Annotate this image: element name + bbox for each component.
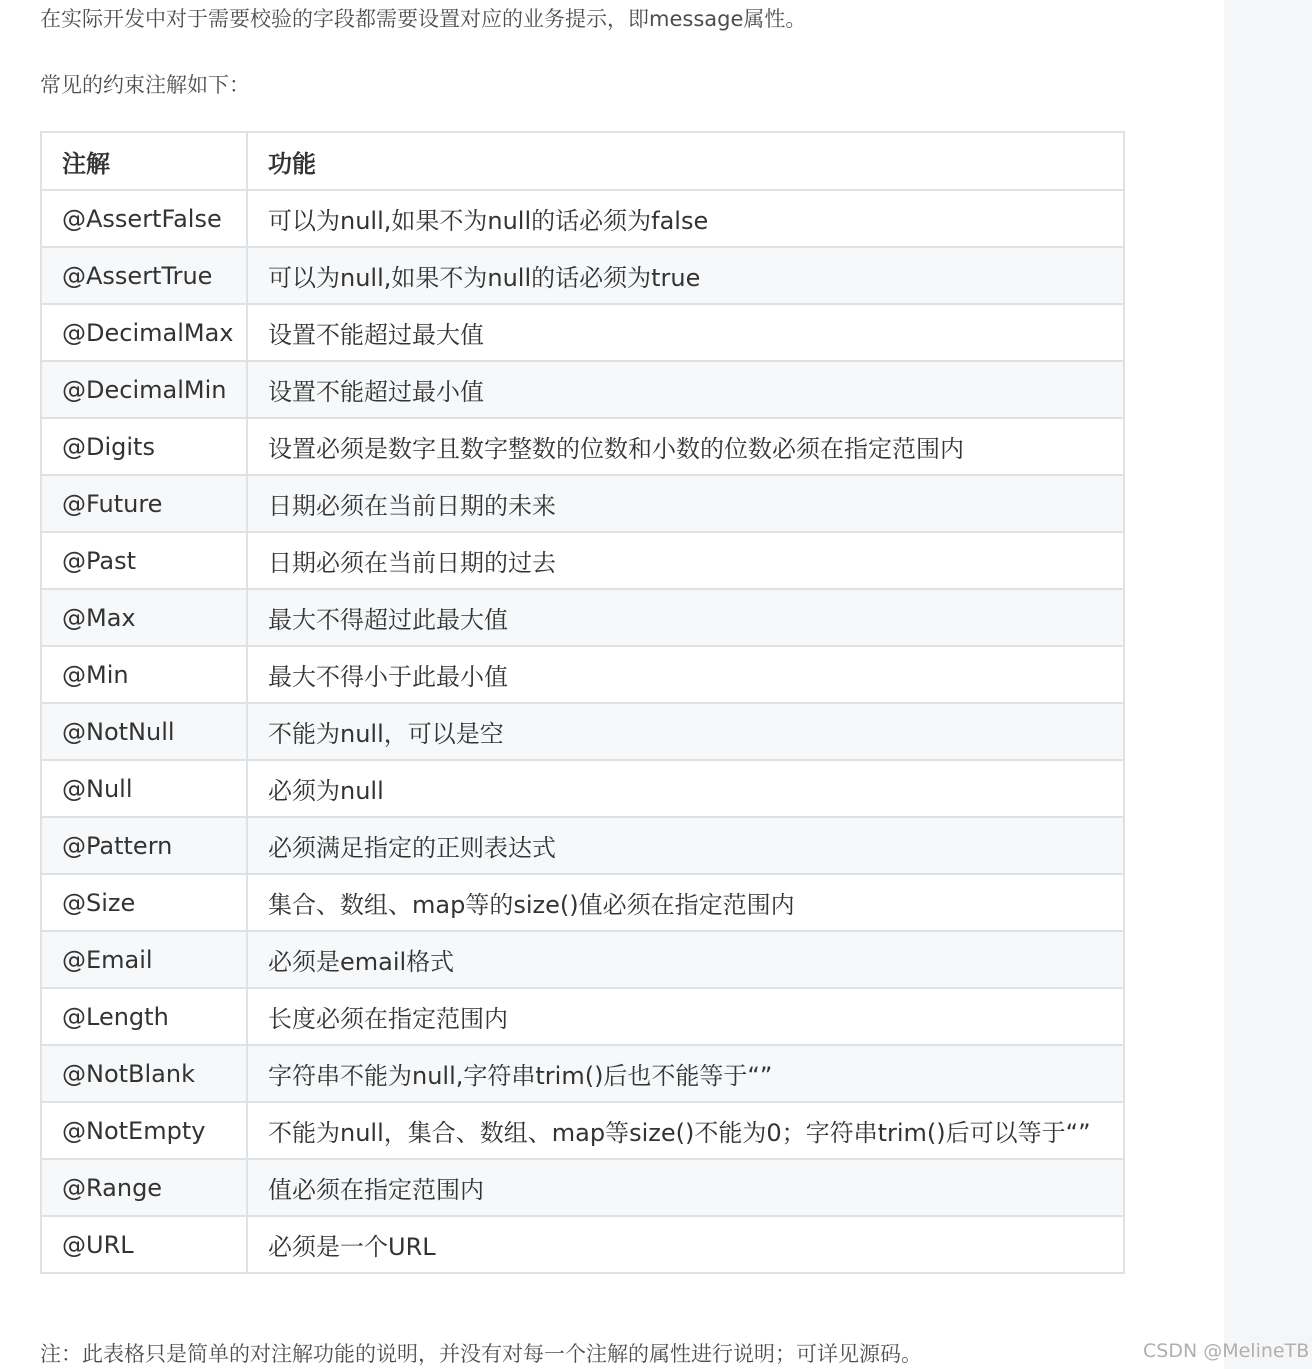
function-cell: 可以为null,如果不为null的话必须为false bbox=[247, 190, 1124, 247]
annotation-cell: @NotBlank bbox=[41, 1045, 247, 1102]
function-cell: 必须为null bbox=[247, 760, 1124, 817]
table-row bbox=[41, 1216, 1124, 1273]
annotation-cell: @URL bbox=[41, 1216, 247, 1273]
function-cell: 日期必须在当前日期的过去 bbox=[247, 532, 1124, 589]
function-cell: 设置不能超过最大值 bbox=[247, 304, 1124, 361]
table-row bbox=[41, 304, 1124, 361]
list-heading: 常见的约束注解如下： bbox=[40, 73, 250, 97]
annotation-cell: @Digits bbox=[41, 418, 247, 475]
annotation-cell: @Pattern bbox=[41, 817, 247, 874]
function-cell: 字符串不能为null,字符串trim()后也不能等于“” bbox=[247, 1045, 1124, 1102]
table-row bbox=[41, 817, 1124, 874]
annotation-cell: @Range bbox=[41, 1159, 247, 1216]
annotation-cell: @Min bbox=[41, 646, 247, 703]
table-row bbox=[41, 190, 1124, 247]
table-row bbox=[41, 589, 1124, 646]
function-cell: 可以为null,如果不为null的话必须为true bbox=[247, 247, 1124, 304]
table-row bbox=[41, 418, 1124, 475]
function-cell: 最大不得超过此最大值 bbox=[247, 589, 1124, 646]
table-row bbox=[41, 931, 1124, 988]
annotation-cell: @Size bbox=[41, 874, 247, 931]
table-row bbox=[41, 1045, 1124, 1102]
annotation-cell: @Past bbox=[41, 532, 247, 589]
function-cell: 日期必须在当前日期的未来 bbox=[247, 475, 1124, 532]
header-function: 功能 bbox=[247, 132, 1124, 190]
table-row bbox=[41, 874, 1124, 931]
annotation-cell: @Length bbox=[41, 988, 247, 1045]
table-header-row bbox=[41, 132, 1124, 190]
table-row bbox=[41, 475, 1124, 532]
note-paragraph: 注：此表格只是简单的对注解功能的说明，并没有对每一个注解的属性进行说明；可详见源码。 bbox=[40, 1342, 922, 1366]
table-row bbox=[41, 1102, 1124, 1159]
table-row bbox=[41, 361, 1124, 418]
function-cell: 长度必须在指定范围内 bbox=[247, 988, 1124, 1045]
annotation-cell: @DecimalMax bbox=[41, 304, 247, 361]
annotation-cell: @DecimalMin bbox=[41, 361, 247, 418]
table-row bbox=[41, 703, 1124, 760]
function-cell: 设置不能超过最小值 bbox=[247, 361, 1124, 418]
header-annotation: 注解 bbox=[41, 132, 247, 190]
annotation-cell: @NotEmpty bbox=[41, 1102, 247, 1159]
table-row bbox=[41, 1159, 1124, 1216]
annotation-cell: @Null bbox=[41, 760, 247, 817]
function-cell: 不能为null，可以是空 bbox=[247, 703, 1124, 760]
table-row bbox=[41, 760, 1124, 817]
function-cell: 设置必须是数字且数字整数的位数和小数的位数必须在指定范围内 bbox=[247, 418, 1124, 475]
table-row bbox=[41, 646, 1124, 703]
annotation-table bbox=[40, 131, 1125, 1274]
function-cell: 集合、数组、map等的size()值必须在指定范围内 bbox=[247, 874, 1124, 931]
function-cell: 不能为null，集合、数组、map等size()不能为0；字符串trim()后可以等于“” bbox=[247, 1102, 1124, 1159]
intro-paragraph: 在实际开发中对于需要校验的字段都需要设置对应的业务提示，即message属性。 bbox=[40, 7, 807, 31]
function-cell: 必须满足指定的正则表达式 bbox=[247, 817, 1124, 874]
annotation-cell: @Max bbox=[41, 589, 247, 646]
table-body bbox=[41, 190, 1124, 1273]
table-row bbox=[41, 988, 1124, 1045]
table-row bbox=[41, 247, 1124, 304]
function-cell: 最大不得小于此最小值 bbox=[247, 646, 1124, 703]
function-cell: 值必须在指定范围内 bbox=[247, 1159, 1124, 1216]
annotation-cell: @Future bbox=[41, 475, 247, 532]
table-row bbox=[41, 532, 1124, 589]
function-cell: 必须是email格式 bbox=[247, 931, 1124, 988]
function-cell: 必须是一个URL bbox=[247, 1216, 1124, 1273]
csdn-watermark: CSDN @MelineTB bbox=[1143, 1340, 1310, 1362]
annotation-cell: @Email bbox=[41, 931, 247, 988]
annotation-cell: @AssertTrue bbox=[41, 247, 247, 304]
annotation-cell: @AssertFalse bbox=[41, 190, 247, 247]
annotation-cell: @NotNull bbox=[41, 703, 247, 760]
